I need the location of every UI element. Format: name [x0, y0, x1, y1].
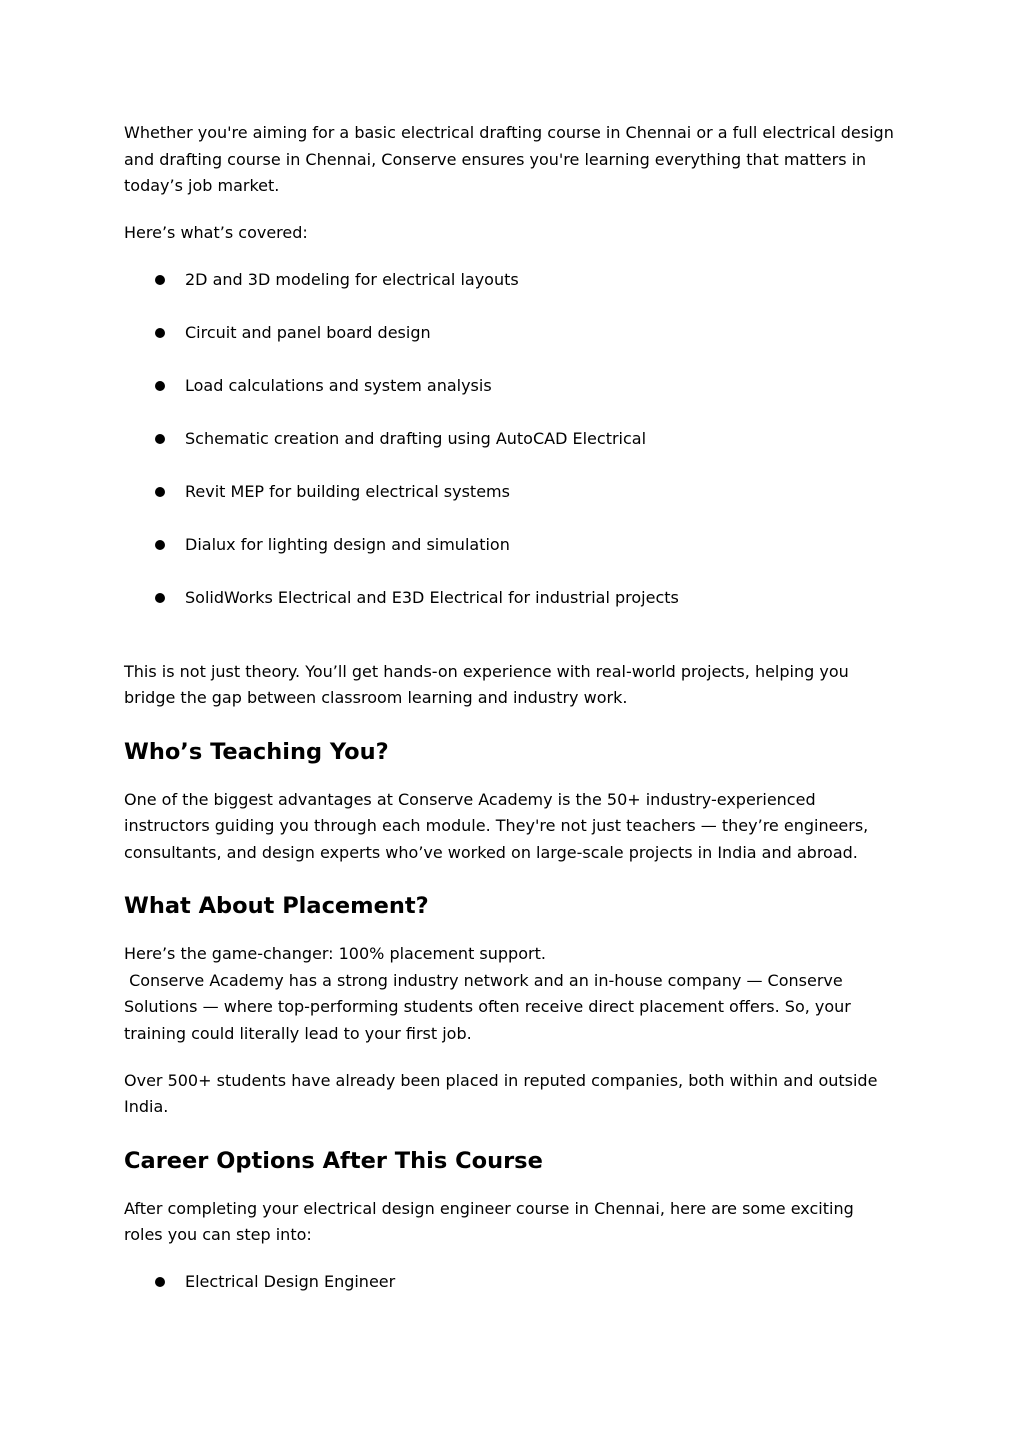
- list-item: [124, 1269, 894, 1296]
- placement-block: [124, 941, 894, 1047]
- list-item-text: Circuit and panel board design: [185, 323, 431, 342]
- list-item: [124, 532, 894, 559]
- list-item-text: Revit MEP for building electrical systems: [185, 482, 510, 501]
- bullet-icon: [155, 275, 165, 285]
- placement-paragraph-2: Over 500+ students have already been placed in reputed companies, both within and outside India.: [124, 1070, 878, 1116]
- placement-line-1: Here’s the game-changer: 100% placement support.: [124, 944, 546, 963]
- list-item-text: SolidWorks Electrical and E3D Electrical for industrial projects: [185, 588, 679, 607]
- list-item: [124, 426, 894, 453]
- document-content: [124, 120, 894, 1296]
- list-item-text: Dialux for lighting design and simulation: [185, 535, 510, 554]
- placement-line-2: Conserve Academy has a strong industry network and an in-house company — Conserve Solutions — where top-performing students often receive direct placement offers. So, your training could literally lead to your first job.: [124, 970, 856, 1043]
- bullet-icon: [155, 328, 165, 338]
- covered-list: [124, 267, 894, 612]
- intro-paragraph: Whether you're aiming for a basic electrical drafting course in Chennai or a full electrical design and drafting course in Chennai, Conserve ensures you're learning everything that matters in today’s job market.: [124, 123, 894, 195]
- placement-heading: What About Placement?: [124, 893, 429, 919]
- bullet-icon: [155, 434, 165, 444]
- teaching-paragraph: One of the biggest advantages at Conserve Academy is the 50+ industry-experienced instructors guiding you through each module. They're not just teachers — they’re engineers, consultants, and design experts who’ve worked on large-scale projects in India and abroad.: [124, 789, 869, 862]
- career-paragraph: After completing your electrical design engineer course in Chennai, here are some exciting roles you can step into:: [124, 1198, 854, 1244]
- list-item: [124, 479, 894, 506]
- covered-label: Here’s what’s covered:: [124, 223, 308, 242]
- list-item: [124, 585, 894, 612]
- list-item: [124, 320, 894, 347]
- list-item-text: Schematic creation and drafting using AutoCAD Electrical: [185, 429, 647, 448]
- list-item-text: 2D and 3D modeling for electrical layouts: [185, 270, 519, 289]
- list-item: [124, 373, 894, 400]
- career-heading: Career Options After This Course: [124, 1147, 543, 1174]
- bullet-icon: [155, 593, 165, 603]
- list-item: [124, 267, 894, 294]
- bullet-icon: [155, 487, 165, 497]
- bullet-icon: [155, 381, 165, 391]
- theory-paragraph: This is not just theory. You’ll get hands-on experience with real-world projects, helping you bridge the gap between classroom learning and industry work.: [124, 661, 849, 707]
- list-item-text: Electrical Design Engineer: [185, 1272, 396, 1291]
- list-item-text: Load calculations and system analysis: [185, 376, 492, 395]
- career-list: [124, 1269, 894, 1296]
- bullet-icon: [155, 540, 165, 550]
- bullet-icon: [155, 1277, 165, 1287]
- teaching-heading: Who’s Teaching You?: [124, 738, 389, 765]
